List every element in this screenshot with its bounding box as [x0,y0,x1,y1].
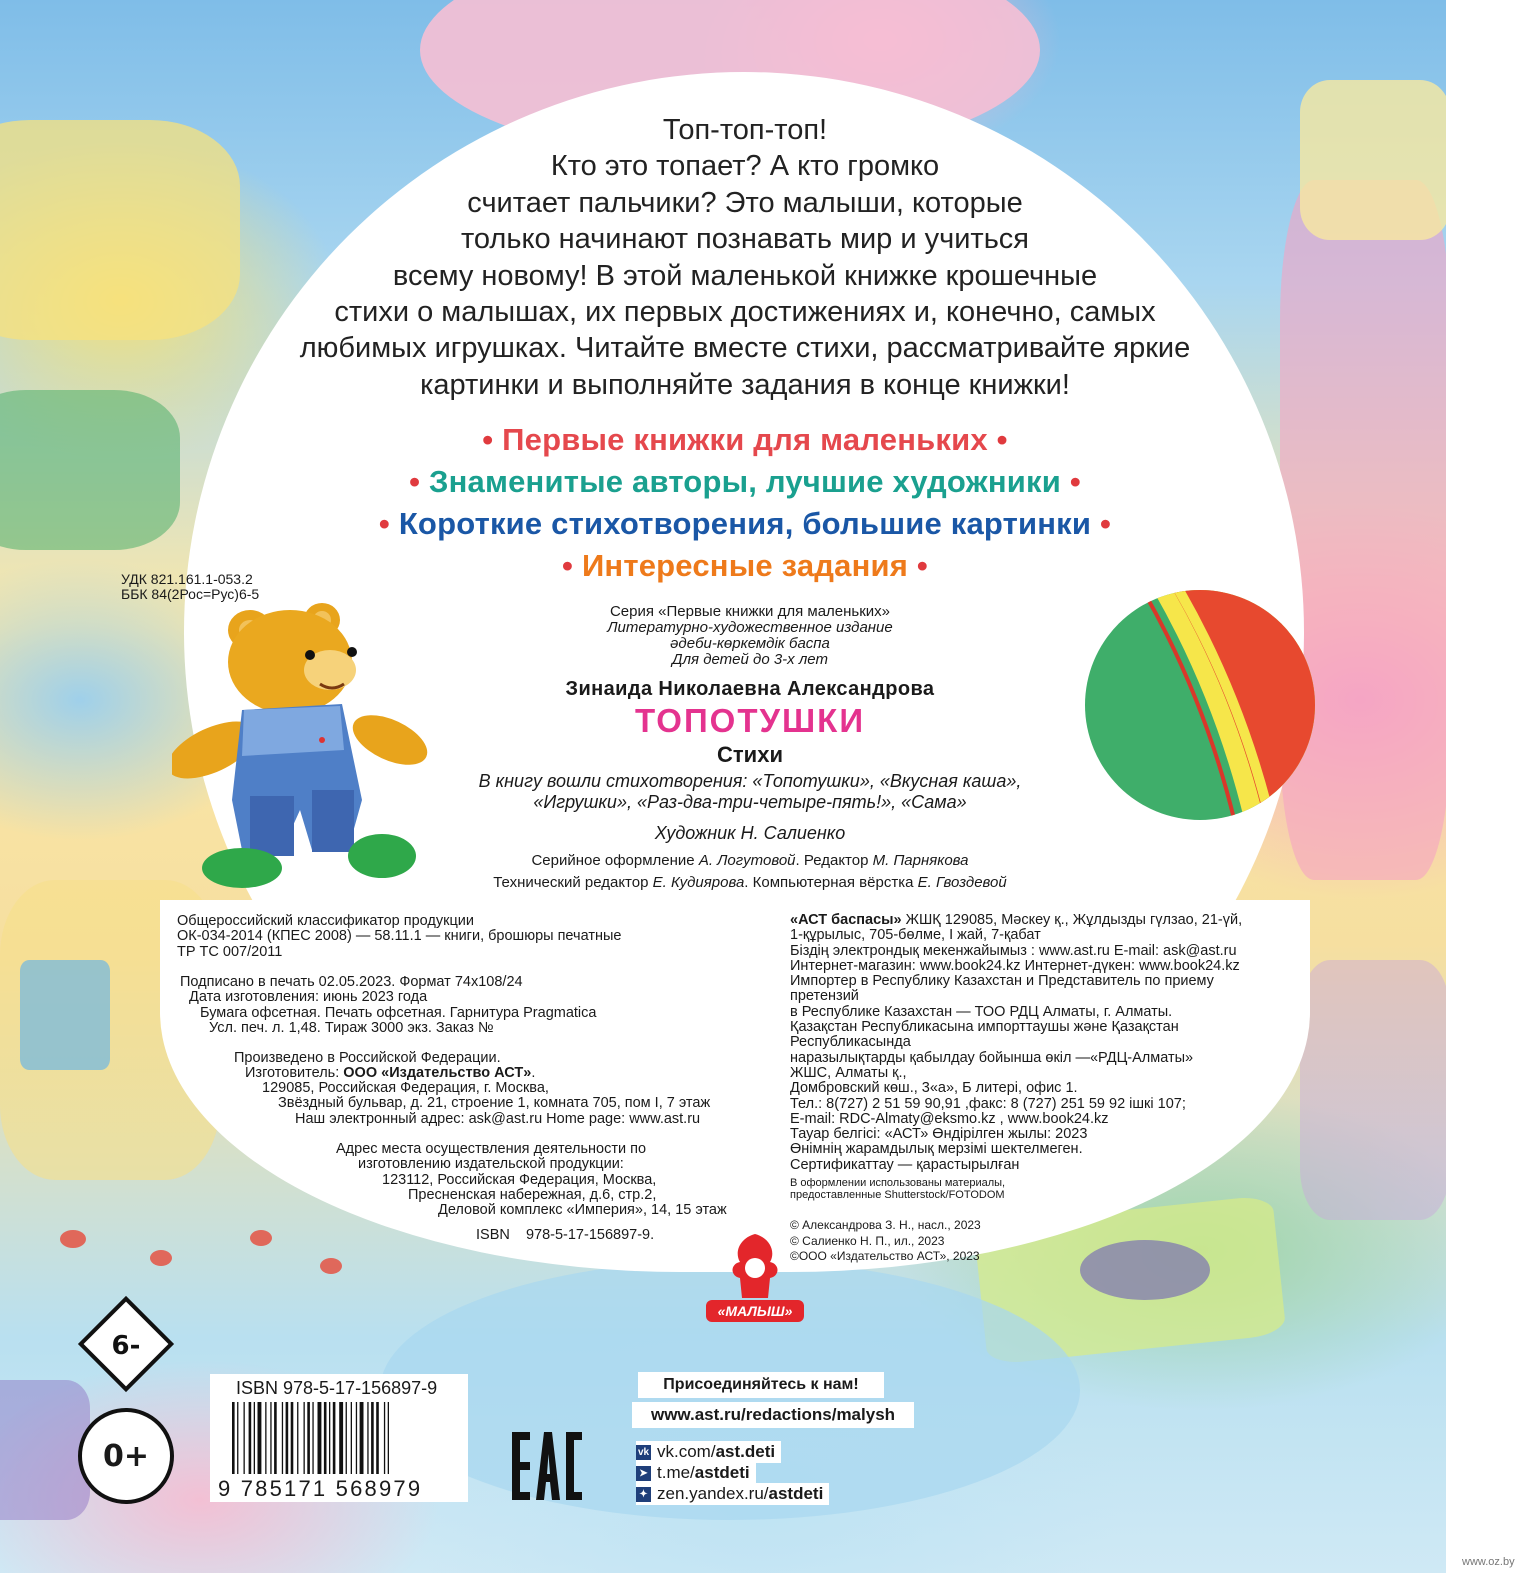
series-line: Серия «Первые книжки для маленьких» [609,603,891,620]
feature-text: Знаменитые авторы, лучшие художники [429,464,1061,499]
telegram-icon: ➤ [636,1466,651,1481]
zen-icon: ✦ [636,1487,651,1502]
edition-type-kz: әдеби-көркемдік баспа [670,635,830,652]
red-flower [150,1250,172,1266]
flowers [1080,1240,1210,1300]
barcode-isbn: ISBN 978-5-17-156897-9 [236,1378,438,1398]
age-rating-diamond [72,1290,180,1398]
genre: Стихи [717,742,783,767]
red-flower [250,1230,272,1246]
feature-text: Первые книжки для маленьких [502,422,988,457]
edition-type: Литературно-художественное издание [607,619,893,636]
watermark: www.oz.by [1462,1556,1515,1568]
intro-line: всему новому! В этой маленькой книжке крошечные [392,259,1098,292]
contents-line: В книгу вошли стихотворения: «Топотушки», «Вкусная каша», [478,771,1022,791]
contents-line: «Игрушки», «Раз-два-три-четыре-пять!», «Сама» [533,792,967,812]
credits-line: Технический редактор Е. Кудиярова. Компьютерная вёрстка Е. Гвоздевой [493,874,1007,891]
intro-text [200,112,1290,403]
age-note: Для детей до 3-х лет [672,651,828,668]
join-text: Присоединяйтесь к нам! [663,1376,859,1393]
join-url-link[interactable]: www.ast.ru/redactions/malysh [650,1405,896,1424]
social-link-telegram[interactable]: ➤ t.me/astdeti [636,1462,756,1484]
join-box [638,1372,884,1398]
intro-line: только начинают познавать мир и учиться [460,223,1030,256]
author-name: Зинаида Николаевна Александрова [565,678,935,700]
svg-text:6-: 6- [111,1331,141,1361]
feature-bullet: • Интересные задания • [562,548,928,583]
join-url-box[interactable] [632,1402,914,1428]
credits-line: Серийное оформление А. Логутовой. Редактор М. Парнякова [531,852,969,869]
yellow-roof [1300,80,1446,240]
malysh-logo-icon [700,1228,810,1328]
print-info: Подписано в печать 02.05.2023. Формат 74x108/24 Дата изготовления: июнь 2023 года Бумага офсетная. Печать офсетная. Гарнитура Pragmatica Усл. печ. л. 1,48. Тираж 3000 экз. Заказ № [180,974,597,1036]
eac-mark-icon [508,1428,586,1504]
vk-icon: vk [637,1446,650,1458]
red-flower [320,1258,342,1274]
intro-line: стихи о малышах, их первых достижениях и, конечно, самых [334,296,1156,329]
materials-note: В оформлении использованы материалы, предоставленные Shutterstock/FOTODOM [790,1177,1006,1201]
feature-text: Короткие стихотворения, большие картинки [398,506,1092,541]
logo-text: «МАЛЫШ» [717,1303,793,1319]
activity-address: Адрес места осуществления деятельности по изготовлению издательской продукции: 123112, Российская Федерация, Москва, Пресненская набережная, д.6, стр.2, Деловой комплекс «Империя», 14, 15 этаж [336,1141,727,1219]
maker-line: Изготовитель: ООО «Издательство АСТ». [245,1065,536,1081]
feature-bullet: • Короткие стихотворения, большие картинки • [378,506,1112,541]
feature-bullet: • Первые книжки для маленьких • [482,422,1008,457]
intro-line: Кто это топает? А кто громко [550,150,940,183]
copyright: © Александрова З. Н., насл., 2023 © Салиенко Н. П., ил., 2023 ©ООО «Издательство АСТ», 2023 [790,1218,981,1263]
intro-line: любимых игрушках. Читайте вместе стихи, рассматривайте яркие [299,332,1191,365]
social-link-vk[interactable]: vk vk.com/ast.deti [636,1441,781,1463]
window [20,960,110,1070]
isbn-line: ISBN 978-5-17-156897-9. [476,1227,655,1243]
lilac-wall [1300,960,1446,1220]
red-flower [60,1230,86,1248]
maker-address: 129085, Российская Федерация, г. Москва, Звёздный бульвар, д. 21, строение 1, комната 705, пом I, 7 этаж Наш электронный адрес: ask@ast.ru Home page: www.ast.ru [262,1080,711,1127]
book-title: ТОПОТУШКИ [634,702,866,739]
classifier-info: Общероссийский классификатор продукции ОК-034-2014 (КПЕС 2008) — 58.11.1 — книги, брошюры печатные ТР ТС 007/2011 [177,913,622,960]
age-rating-circle: 0+ [78,1408,174,1504]
social-link-zen[interactable]: ✦ zen.yandex.ru/astdeti [636,1483,829,1505]
intro-line: картинки и выполняйте задания в конце книжки! [420,368,1070,401]
barcode-panel [210,1374,468,1502]
udk-code: УДК 821.161.1-053.2 [121,571,253,587]
made-in: Произведено в Российской Федерации. [234,1050,501,1066]
barcode-icon [232,1402,464,1474]
illustrator: Художник Н. Салиенко [654,823,846,843]
feature-text: Интересные задания [581,548,909,583]
intro-line: Топ-топ-топ! [662,114,828,146]
bbk-code: ББК 84(2Рос=Рус)6-5 [121,586,260,602]
kz-publisher-info: «АСТ баспасы» ЖШҚ 129085, Мәскеу қ., Жұлдызды гүлзао, 21-үй, 1-құрылыс, 705-бөлме, I жай, 7-қабат Біздің электрондық мекенжайымыз : www.ast.ru E-mail: ask@ast.ru Интернет-магазин: www.book24.kz Интернет-дүкен: www.book24.kz Импортер в Республику Казахстан и Представитель по приему претензий в Республике Казахстан — ТОО РДЦ Алматы, г. Алматы. Қазақстан Республикасына импорттаушы және Қазақстан Республикасында наразылықтарды қабылдау бойынша өкіл —«РДЦ-Алматы» ЖШС, Алматы қ., Домбровский көш., 3«а», Б литері, офис 1. Тел.: 8(727) 2 51 59 90,91 ,факс: 8 (727) 251 59 92 ішкі 107; E-mail: RDC-Almaty@eksmo.kz , www.book24.kz Тауар белгісі: «АСТ» Өндірілген жылы: 2023 Өнімнің жарамдылық мерзімі шектелмеген. Сертификаттау — қарастырылған [790,912,1243,1173]
feature-bullet: • Знаменитые авторы, лучшие художники • [409,464,1081,499]
barcode-digits: 9 785171 568979 [218,1476,423,1501]
green-tree [0,390,180,550]
intro-line: считает пальчики? Это малыши, которые [467,186,1023,219]
bench [0,1380,90,1520]
